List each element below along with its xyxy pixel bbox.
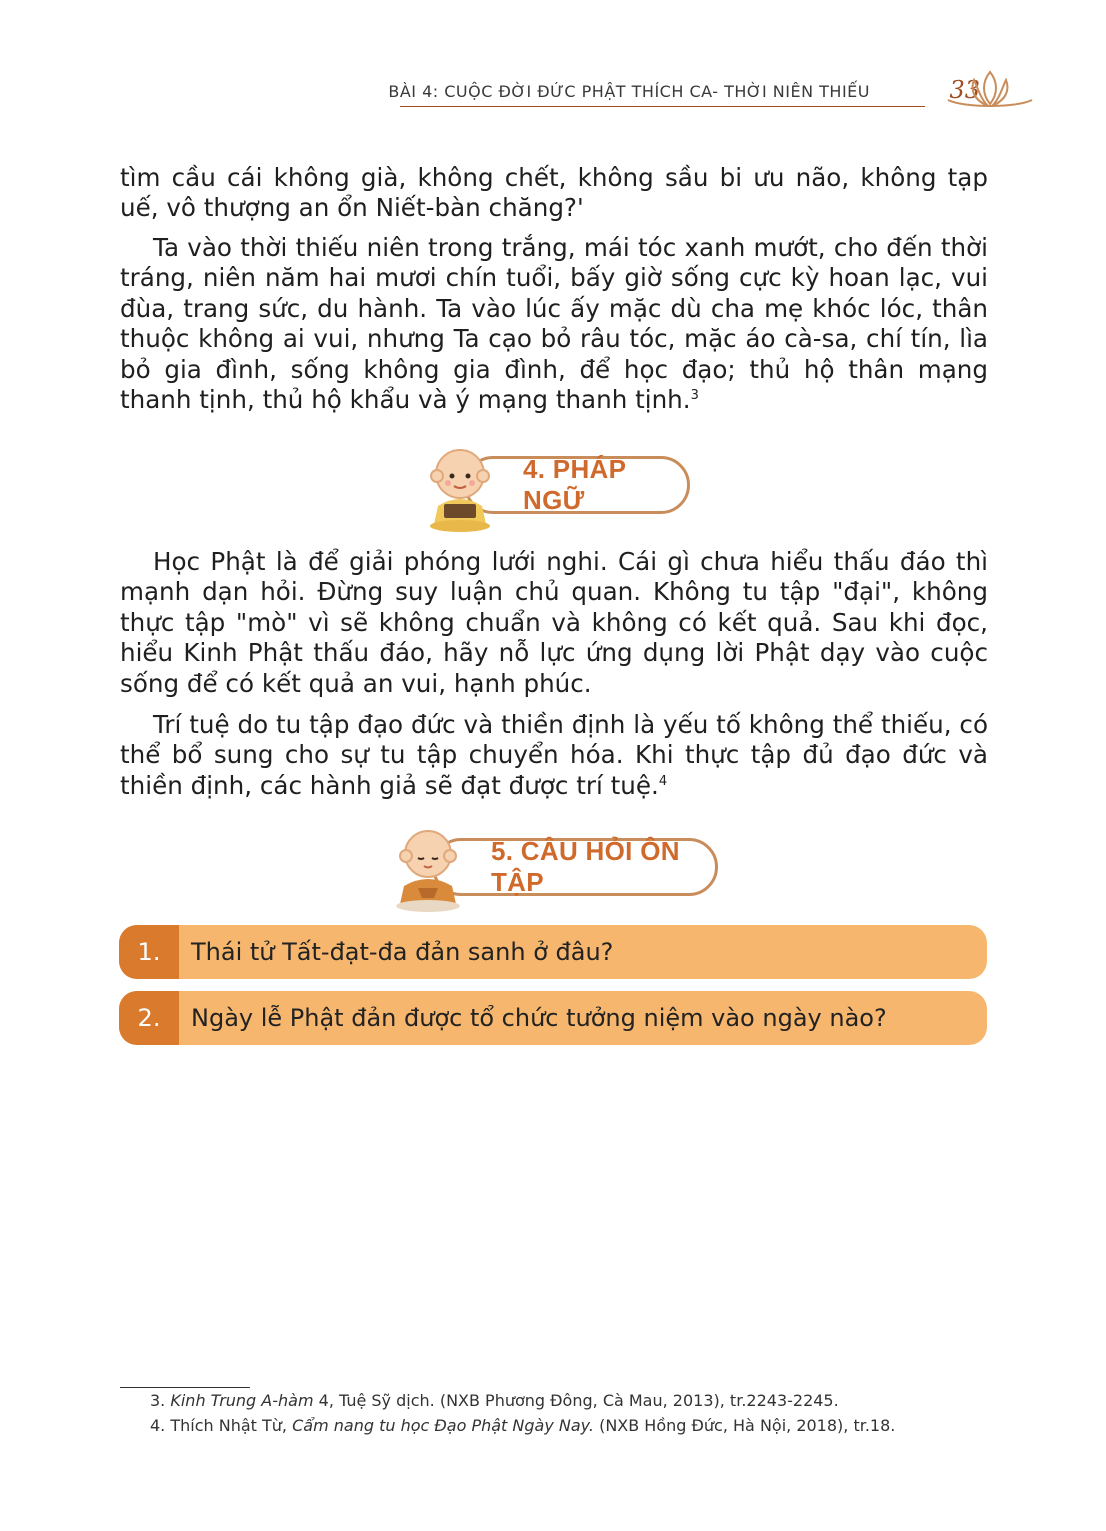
footnote-detail: 4, Tuệ Sỹ dịch. (NXB Phương Đông, Cà Mau, 2013), tr.2243-2245. <box>313 1391 839 1410</box>
question-number: 2. <box>119 991 179 1045</box>
footnote-4 <box>150 1416 895 1435</box>
footnote-rule <box>120 1387 250 1388</box>
footnote-3 <box>150 1391 839 1410</box>
question-number: 1. <box>119 925 179 979</box>
lotus-icon <box>940 66 1040 114</box>
paragraph-4 <box>120 710 988 801</box>
paragraph-2 <box>120 233 988 415</box>
question-row <box>119 925 987 979</box>
paragraph-2-text: Ta vào thời thiếu niên trong trắng, mái tóc xanh mướt, cho đến thời tráng, niên năm hai mươi chín tuổi, bấy giờ sống cực kỳ hoan lạc, vui đùa, trang sức, du hành. Ta vào lúc ấy mặc dù cha mẹ khóc lóc, thân thuộc không ai vui, nhưng Ta cạo bỏ râu tóc, mặc áo cà-sa, chí tín, lìa bỏ gia đình, sống không gia đình, để học đạo; thủ hộ thân mạng thanh tịnh, thủ hộ khẩu và ý mạng thanh tịnh. <box>120 233 988 415</box>
footnote-number: 4. <box>150 1416 166 1435</box>
question-row <box>119 991 987 1045</box>
page-header <box>388 74 1040 114</box>
chapter-title: BÀI 4: CUỘC ĐỜI ĐỨC PHẬT THÍCH CA- THỜI NIÊN THIẾU <box>388 82 870 101</box>
paragraph-1: tìm cầu cái không già, không chết, không sầu bi ưu não, không tạp uế, vô thượng an ổn Niết-bàn chăng?' <box>120 163 988 223</box>
section-heading-5 <box>388 826 718 912</box>
header-rule <box>400 106 925 107</box>
paragraph-4-text: Trí tuệ do tu tập đạo đức và thiền định là yếu tố không thể thiếu, có thể bổ sung cho sự tu tập chuyển hóa. Khi thực tập đủ đạo đức và thiền định, các hành giả sẽ đạt được trí tuệ. <box>120 710 988 800</box>
monk-reading-icon <box>420 444 510 534</box>
monk-bowing-icon <box>388 826 478 916</box>
paragraph-3: Học Phật là để giải phóng lưới nghi. Cái gì chưa hiểu thấu đáo thì mạnh dạn hỏi. Đừng suy luận chủ quan. Không tu tập "đại", không thực tập "mò" vì sẽ không chuẩn và không có kết quả. Sau khi đọc, hiểu Kinh Phật thấu đáo, hãy nỗ lực ứng dụng lời Phật dạy vào cuộc sống để có kết quả an vui, hạnh phúc. <box>120 547 988 698</box>
section-label-4: 4. PHÁP NGỮ <box>523 454 626 515</box>
footnote-title: Cẩm nang tu học Đạo Phật Ngày Nay. <box>292 1416 594 1435</box>
question-text: Thái tử Tất-đạt-đa đản sanh ở đâu? <box>191 938 614 966</box>
section-heading-4 <box>420 444 690 530</box>
section-label-5: 5. CÂU HỎI ÔN TẬP <box>491 836 680 897</box>
footnote-ref-4: 4 <box>658 773 668 789</box>
page-number: 33 <box>949 76 980 104</box>
footnote-title: Kinh Trung A-hàm <box>170 1391 314 1410</box>
footnote-detail: (NXB Hồng Đức, Hà Nội, 2018), tr.18. <box>593 1416 896 1435</box>
footnote-number: 3. <box>150 1391 166 1410</box>
footnote-author: Thích Nhật Từ, <box>165 1416 293 1435</box>
question-text: Ngày lễ Phật đản được tổ chức tưởng niệm vào ngày nào? <box>191 1004 887 1032</box>
footnote-ref-3: 3 <box>690 388 699 404</box>
